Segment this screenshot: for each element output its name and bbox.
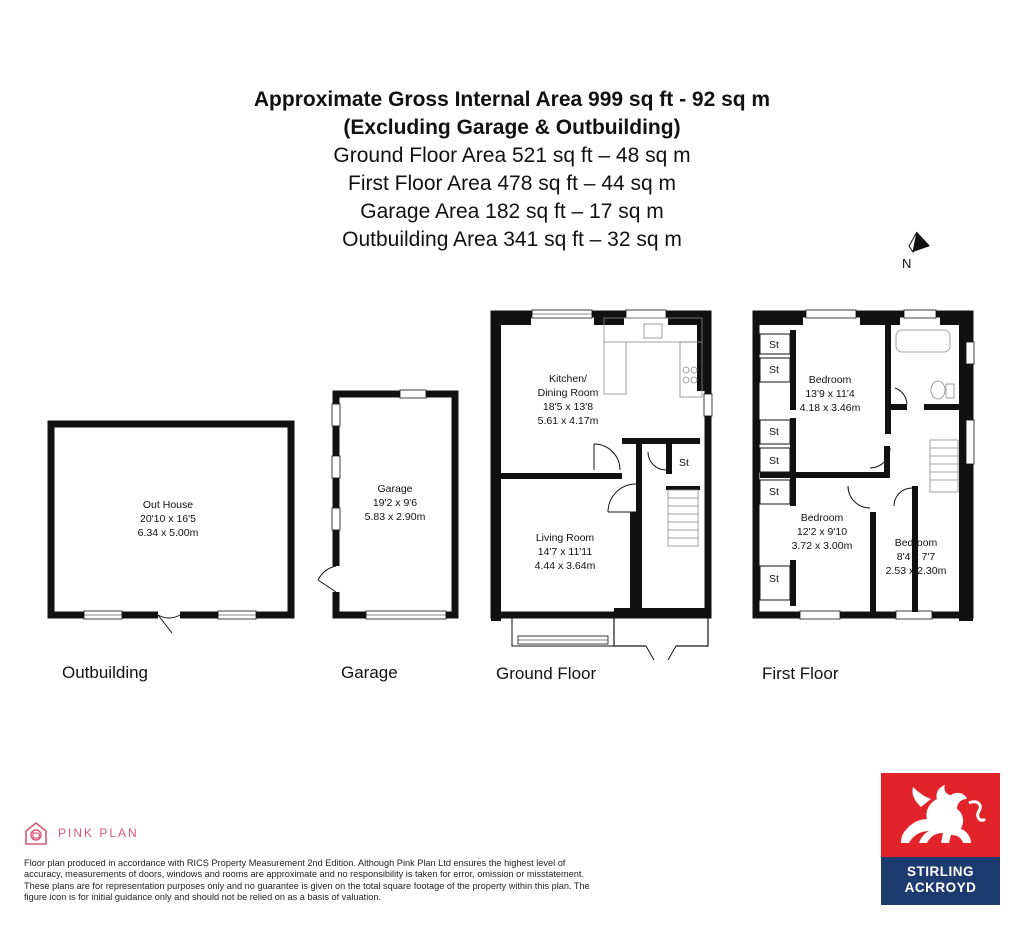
gross-area-title: Approximate Gross Internal Area 999 sq ft - 92 sq m [253, 88, 771, 111]
outhouse-metric: 6.34 x 5.00m [137, 527, 199, 539]
bedroom2-name: Bedroom [800, 512, 844, 524]
outhouse-imperial: 20'10 x 16'5 [140, 513, 196, 525]
bedroom1-imperial: 13'9 x 11'4 [805, 388, 855, 400]
garage-name: Garage [377, 483, 413, 495]
garage-caption: Garage [341, 663, 398, 682]
logo-wordmark [881, 857, 1000, 905]
disclaimer-text: Floor plan produced in accordance with RICS Property Measurement 2nd Edition. Although Pink Plan Ltd ensures the highest level of accuracy, measurements of doors, windows and rooms are approximate and no responsibility is taken for error, omission or misstatement. These plans are for representation purposes only and no guarantee is given on the total square footage of the property within this plan. The figure icon is for initial guidance only and should not be relied on as a basis of valuation. [24, 858, 590, 902]
pink-plan-brand [24, 820, 139, 846]
garage-imperial: 19'2 x 9'6 [372, 497, 418, 509]
garage-metric: 5.83 x 2.90m [364, 511, 426, 523]
first-storage-label-1: St [769, 339, 779, 351]
living-name: Living Room [535, 532, 595, 544]
ground-floor-caption: Ground Floor [496, 664, 597, 683]
outbuilding-area: Outbuilding Area 341 sq ft – 32 sq m [342, 228, 682, 251]
first-storage-label-5: St [769, 486, 779, 498]
first-floor-caption: First Floor [762, 664, 839, 683]
north-compass-icon [902, 232, 930, 271]
bedroom2-metric: 3.72 x 3.00m [791, 540, 853, 552]
garage-area: Garage Area 182 sq ft – 17 sq m [360, 200, 664, 223]
compass-label: N [902, 256, 912, 271]
ground-floor-plan [491, 310, 712, 660]
outhouse-name: Out House [142, 499, 194, 511]
bedroom3-name: Bedroom [894, 537, 938, 549]
logo-line-1: STIRLING [907, 864, 974, 879]
bedroom1-name: Bedroom [808, 374, 852, 386]
first-floor-plan [753, 310, 974, 621]
pink-plan-name: PINK PLAN [58, 826, 139, 840]
kitchen-imperial: 18'5 x 13'8 [542, 401, 594, 413]
first-storage-label-4: St [769, 455, 779, 467]
bedroom1-metric: 4.18 x 3.46m [799, 402, 861, 414]
first-storage-label-2: St [769, 364, 779, 376]
first-storage-label-3: St [769, 426, 779, 438]
bedroom3-metric: 2.53 x 2.30m [885, 565, 947, 577]
kitchen-metric: 5.61 x 4.17m [537, 415, 599, 427]
first-floor-area: First Floor Area 478 sq ft – 44 sq m [348, 172, 676, 195]
bedroom3-imperial: 8'4 x 7'7 [896, 551, 936, 563]
ground-floor-area: Ground Floor Area 521 sq ft – 48 sq m [333, 144, 691, 167]
griffin-icon [881, 773, 1000, 857]
logo-line-2: ACKROYD [904, 880, 977, 895]
pink-plan-logo-icon [24, 820, 48, 846]
garage-plan [318, 390, 455, 619]
first-storage-label-6: St [769, 573, 779, 585]
living-metric: 4.44 x 3.64m [534, 560, 596, 572]
outbuilding-plan [51, 424, 291, 633]
logo-emblem [881, 773, 1000, 857]
living-imperial: 14'7 x 11'11 [537, 546, 593, 558]
stirling-ackroyd-logo [881, 773, 1000, 905]
kitchen-name-2: Dining Room [537, 387, 599, 399]
outbuilding-caption: Outbuilding [62, 663, 149, 682]
ground-storage-label: St [679, 457, 689, 469]
kitchen-name-1: Kitchen/ [549, 373, 587, 385]
bedroom2-imperial: 12'2 x 9'10 [796, 526, 848, 538]
exclusion-note: (Excluding Garage & Outbuilding) [343, 116, 681, 139]
